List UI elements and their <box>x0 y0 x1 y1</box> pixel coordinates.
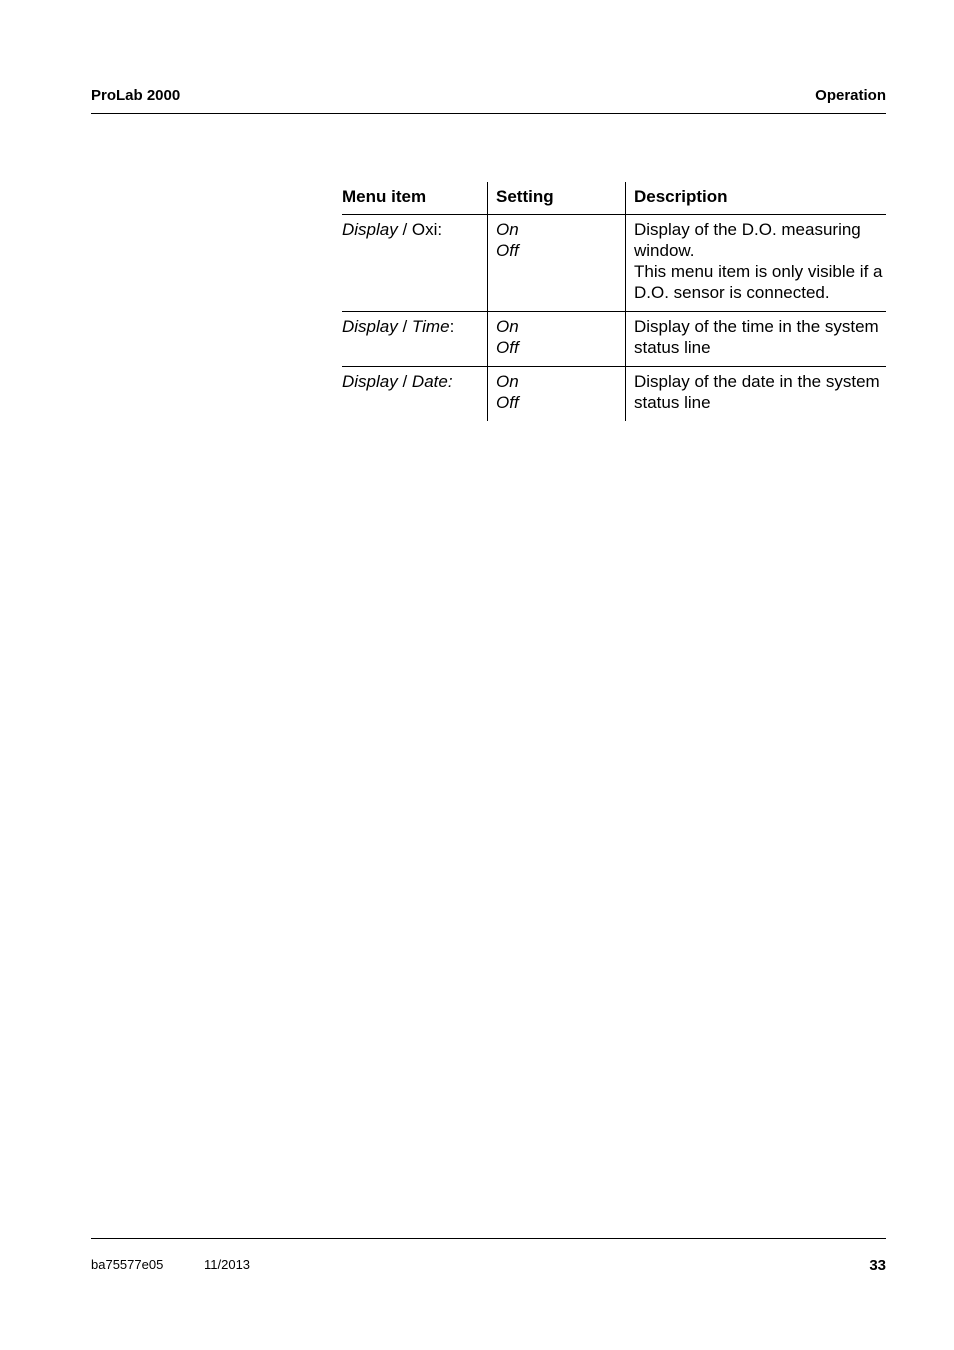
header-divider <box>91 113 886 114</box>
menu-item-prefix: Display <box>342 372 398 391</box>
page-number: 33 <box>869 1257 886 1274</box>
menu-item-cell <box>342 312 488 367</box>
table-header-row <box>342 182 886 215</box>
menu-item-cell <box>342 367 488 422</box>
table-row <box>342 367 886 422</box>
footer-divider <box>91 1238 886 1239</box>
setting-option-off: Off <box>496 338 519 357</box>
menu-item-cell <box>342 215 488 312</box>
header-section-name: Operation <box>815 87 886 104</box>
setting-option-on: On <box>496 372 519 391</box>
header-product-name: ProLab 2000 <box>91 87 181 104</box>
description-cell <box>626 215 887 312</box>
footer-date: 11/2013 <box>204 1257 251 1272</box>
menu-item-separator: / <box>397 220 412 239</box>
menu-item-suffix: Time <box>411 317 450 336</box>
description-cell <box>626 367 887 422</box>
menu-item-colon: : <box>449 317 455 336</box>
menu-item-separator: / <box>397 372 412 391</box>
setting-option-on: On <box>496 220 519 239</box>
setting-option-off: Off <box>496 393 519 412</box>
menu-item-prefix: Display <box>342 220 398 239</box>
description-text: Display of the time in the system status line <box>634 317 879 357</box>
setting-option-on: On <box>496 317 519 336</box>
description-note: This menu item is only visible if a D.O. sensor is connected. <box>634 262 883 302</box>
setting-cell <box>488 215 626 312</box>
description-text: Display of the date in the system status line <box>634 372 880 412</box>
column-header-description: Description <box>626 182 887 215</box>
description-cell <box>626 312 887 367</box>
menu-item-suffix: Date: <box>411 372 453 391</box>
column-header-setting: Setting <box>488 182 626 215</box>
menu-item-separator: / <box>397 317 412 336</box>
menu-item-prefix: Display <box>342 317 398 336</box>
setting-cell <box>488 312 626 367</box>
footer-document-number: ba75577e05 <box>91 1257 164 1272</box>
settings-table <box>342 182 886 421</box>
setting-option-off: Off <box>496 241 519 260</box>
table-row <box>342 215 886 312</box>
description-text: Display of the D.O. measuring window. <box>634 220 861 260</box>
menu-item-suffix: Oxi: <box>411 220 443 239</box>
column-header-menu-item: Menu item <box>342 182 488 215</box>
setting-cell <box>488 367 626 422</box>
table-row <box>342 312 886 367</box>
